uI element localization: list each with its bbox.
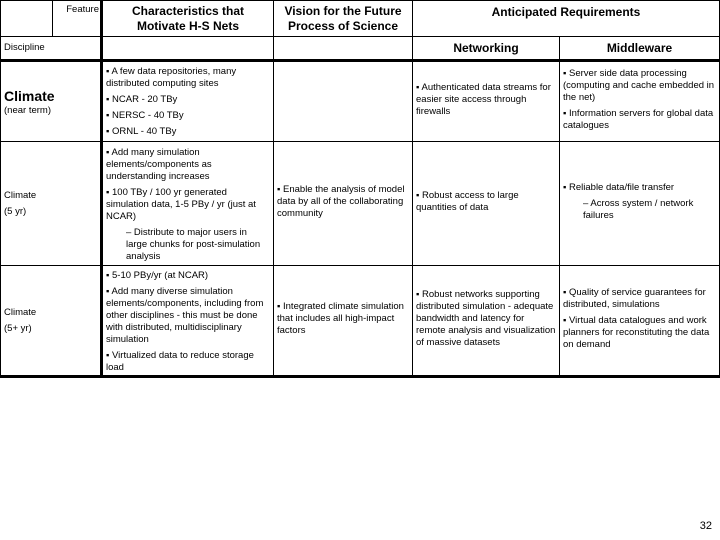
discipline-term: (5 yr) [4, 205, 27, 217]
row-vision [274, 266, 412, 375]
header-discipline: Discipline [4, 42, 45, 53]
bullet-item: ▪ 100 TBy / 100 yr generated simulation data, 1-5 PBy / yr (just at NCAR) [106, 187, 256, 222]
bullet-item: ▪ Add many diverse simulation elements/components, including from other disciplines - this must be done with distributed, multidisciplinary simulation [106, 286, 264, 345]
row-middleware [560, 142, 719, 265]
discipline-name: Climate [4, 189, 37, 201]
bullet-item: ▪ Robust access to large quantities of data [416, 189, 519, 213]
bullet-item: ▪ NERSC - 40 TBy [106, 110, 184, 121]
header-vision: Vision for the Future Process of Science [284, 4, 402, 33]
header-networking: Networking [453, 41, 519, 55]
bullet-item: ▪ Virtual data catalogues and work planners for reconstituting the data on demand [563, 314, 710, 350]
header-feature: Feature [66, 4, 99, 15]
bullet-item: ▪ Server side data processing (computing and cache embedded in the net) [563, 68, 715, 103]
bullet-item: ▪ A few data repositories, many distributed computing sites [106, 66, 237, 89]
header-middleware: Middleware [606, 41, 673, 55]
row-networking [413, 142, 559, 265]
bullet-item: ▪ Robust networks supporting distributed simulation - adequate bandwidth and latency for remote analysis and visualization of massive datasets [416, 288, 556, 348]
bullet-item: ▪ Information servers for global data catalogues [563, 108, 714, 131]
row-middleware [560, 65, 719, 139]
discipline-term: (near term) [4, 104, 51, 116]
bullet-item: ▪ Enable the analysis of model data by all of the collaborating community [277, 183, 405, 219]
row-discipline [1, 142, 100, 265]
bullet-item: ▪ Authenticated data streams for easier site access through firewalls [416, 81, 551, 117]
header-anticipated: Anticipated Requirements [491, 5, 641, 19]
page-number: 32 [699, 520, 712, 532]
row-networking [413, 266, 559, 375]
row-discipline [1, 266, 100, 375]
row-characteristics [103, 144, 273, 270]
header-characteristics: Characteristics that Motivate H-S Nets [131, 4, 245, 33]
row-characteristics [103, 267, 273, 381]
row-vision [274, 142, 412, 265]
bullet-item: ▪ 5-10 PBy/yr (at NCAR) [106, 270, 209, 281]
bullet-item: ▪ NCAR - 20 TBy [106, 94, 178, 105]
bullet-item: ▪ Reliable data/file transfer [563, 181, 675, 193]
divider [0, 0, 720, 1]
discipline-name: Climate [4, 306, 37, 318]
bullet-item: ▪ ORNL - 40 TBy [106, 126, 177, 137]
sub-item: – Across system / network failures [583, 197, 694, 221]
bullet-item: ▪ Add many simulation elements/components as understanding increases [106, 147, 212, 182]
bullet-item: ▪ Quality of service guarantees for distributed, simulations [563, 286, 706, 310]
row-characteristics [103, 63, 273, 145]
divider [0, 59, 720, 62]
discipline-name: Climate [4, 87, 55, 104]
bullet-item: ▪ Integrated climate simulation that includes all high-impact factors [277, 300, 404, 336]
sub-item: – Distribute to major users in large chunks for post-simulation analysis [126, 227, 261, 262]
row-discipline [1, 62, 100, 141]
row-middleware [560, 266, 719, 375]
bullet-item: ▪ Virtualized data to reduce storage load [106, 350, 254, 373]
row-networking [413, 62, 559, 141]
discipline-term: (5+ yr) [4, 322, 32, 334]
